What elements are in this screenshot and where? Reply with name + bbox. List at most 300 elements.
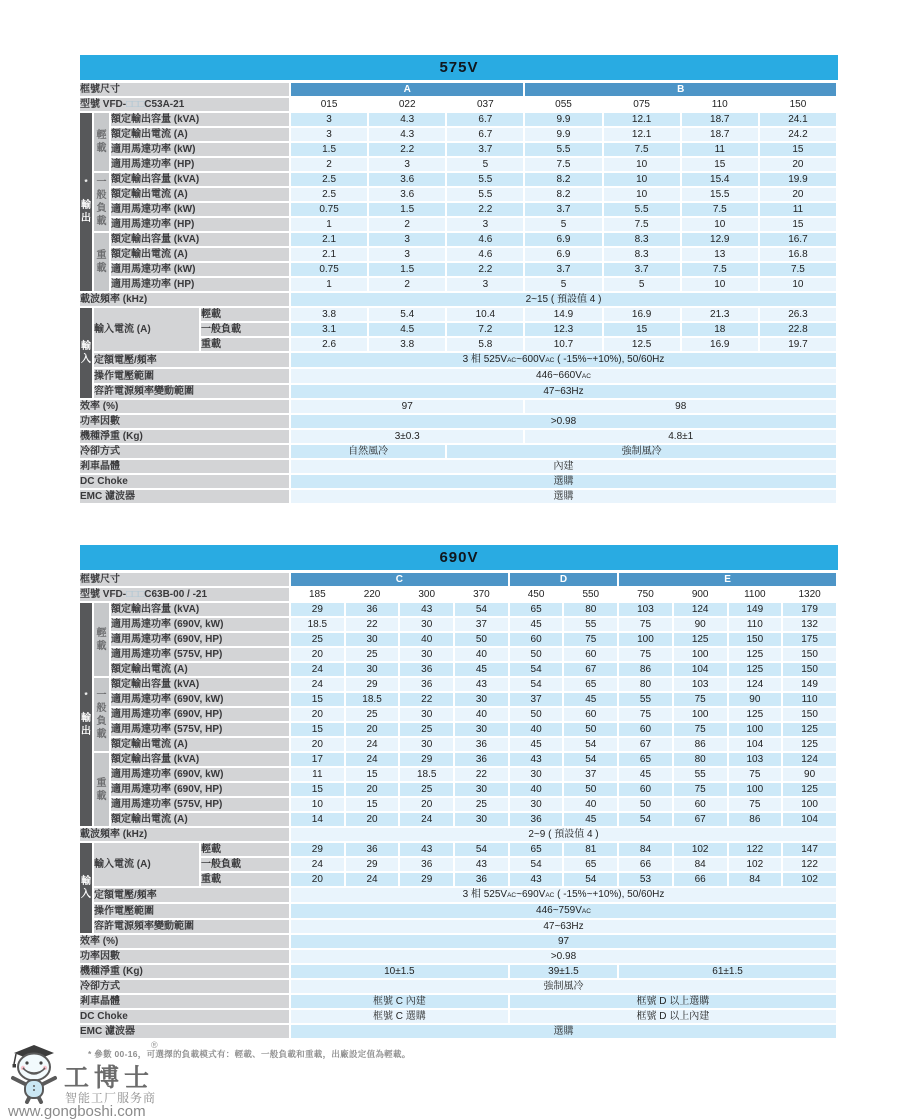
- data-cell: 75: [618, 617, 673, 632]
- load-type-label: 輕載: [200, 307, 290, 322]
- data-cell: 30: [399, 707, 454, 722]
- data-cell: 125: [782, 782, 837, 797]
- load-type-label: 一般負載: [200, 857, 290, 872]
- data-cell: 11: [759, 202, 837, 217]
- data-cell: 80: [563, 602, 618, 617]
- data-cell: 3: [446, 217, 524, 232]
- data-cell: 2: [290, 157, 368, 172]
- data-cell: 24.2: [759, 127, 837, 142]
- data-cell: 66: [673, 872, 728, 887]
- data-cell: 40: [399, 632, 454, 647]
- row-label: 冷卻方式: [80, 979, 290, 994]
- data-cell: 5.8: [446, 337, 524, 352]
- row-label: 額定輸出電流 (A): [110, 127, 290, 142]
- data-cell: 25: [345, 647, 400, 662]
- data-cell: 12.5: [603, 337, 681, 352]
- data-cell: 10±1.5: [290, 964, 509, 979]
- data-cell: 10.4: [446, 307, 524, 322]
- data-cell: 15.4: [681, 172, 759, 187]
- data-cell: 103: [673, 677, 728, 692]
- data-cell: 25: [345, 707, 400, 722]
- data-cell: 45: [454, 662, 509, 677]
- model-cell: 015: [290, 97, 368, 112]
- data-cell: 36: [454, 752, 509, 767]
- data-cell: 86: [673, 737, 728, 752]
- data-cell: 86: [728, 812, 783, 827]
- data-cell: 97: [290, 399, 524, 414]
- load-type-label: 重載: [200, 872, 290, 887]
- spec-section-575v: [80, 55, 838, 505]
- data-cell: 3: [368, 232, 446, 247]
- row-label: 定額電壓/頻率: [93, 887, 290, 903]
- model-cell: 550: [563, 587, 618, 602]
- data-cell: 15.5: [681, 187, 759, 202]
- row-label: 適用馬達功率 (HP): [110, 277, 290, 292]
- data-cell: 5: [524, 277, 602, 292]
- data-cell: 54: [509, 662, 564, 677]
- data-cell: 2.2: [446, 202, 524, 217]
- data-cell: 47~63Hz: [290, 384, 837, 399]
- row-label: 操作電壓範圍: [93, 903, 290, 919]
- data-cell: 22: [454, 767, 509, 782]
- row-label: 適用馬達功率 (690V, kW): [110, 617, 290, 632]
- data-cell: 122: [782, 857, 837, 872]
- data-cell: 18.5: [290, 617, 345, 632]
- data-cell: 26.3: [759, 307, 837, 322]
- data-cell: 100: [728, 722, 783, 737]
- data-cell: 6.7: [446, 112, 524, 127]
- data-cell: 97: [290, 934, 837, 949]
- data-cell: 54: [563, 752, 618, 767]
- model-label: 型號 VFD-□□□C63B-00 / -21: [80, 587, 290, 602]
- data-cell: 36: [454, 737, 509, 752]
- data-cell: 54: [454, 602, 509, 617]
- data-cell: 100: [782, 797, 837, 812]
- data-cell: 20: [345, 782, 400, 797]
- data-cell: 16.9: [603, 307, 681, 322]
- data-cell: 54: [563, 737, 618, 752]
- data-cell: 3.6: [368, 172, 446, 187]
- model-cell: 900: [673, 587, 728, 602]
- data-cell: 90: [673, 617, 728, 632]
- data-cell: 6.7: [446, 127, 524, 142]
- data-cell: 75: [673, 782, 728, 797]
- data-cell: 10: [681, 217, 759, 232]
- data-cell: 20: [290, 647, 345, 662]
- row-label: EMC 濾波器: [80, 1024, 290, 1039]
- data-cell: 11: [290, 767, 345, 782]
- data-cell: 1.5: [368, 262, 446, 277]
- data-cell: 150: [782, 647, 837, 662]
- data-cell: 84: [673, 857, 728, 872]
- data-cell: 90: [782, 767, 837, 782]
- data-cell: 3: [368, 157, 446, 172]
- data-cell: 5.5: [446, 187, 524, 202]
- data-cell: 25: [399, 722, 454, 737]
- data-cell: 4.6: [446, 232, 524, 247]
- load-type-label: 重載: [200, 337, 290, 352]
- data-cell: 30: [399, 647, 454, 662]
- data-cell: 124: [728, 677, 783, 692]
- data-cell: 11: [681, 142, 759, 157]
- data-cell: 24: [345, 752, 400, 767]
- data-cell: 10: [603, 187, 681, 202]
- model-cell: 110: [681, 97, 759, 112]
- data-cell: 43: [509, 872, 564, 887]
- data-cell: 10.7: [524, 337, 602, 352]
- row-label: 效率 (%): [80, 399, 290, 414]
- data-cell: 3: [368, 247, 446, 262]
- row-label: 額定輸出電流 (A): [110, 812, 290, 827]
- data-cell: 10: [290, 797, 345, 812]
- data-cell: 75: [673, 722, 728, 737]
- data-cell: 36: [399, 677, 454, 692]
- data-cell: 30: [454, 812, 509, 827]
- data-cell: 20: [345, 722, 400, 737]
- row-label: 適用馬達功率 (690V, kW): [110, 767, 290, 782]
- data-cell: 29: [399, 872, 454, 887]
- data-cell: 17: [290, 752, 345, 767]
- row-label: 容許電源頻率變動範圍: [93, 919, 290, 934]
- data-cell: 50: [618, 797, 673, 812]
- row-label: 適用馬達功率 (575V, HP): [110, 797, 290, 812]
- data-cell: 40: [563, 797, 618, 812]
- data-cell: 65: [509, 602, 564, 617]
- data-cell: 446~660VAC: [290, 368, 837, 384]
- data-cell: 5: [446, 157, 524, 172]
- data-cell: 14.9: [524, 307, 602, 322]
- data-cell: 20: [290, 872, 345, 887]
- data-cell: 50: [563, 782, 618, 797]
- data-cell: 100: [673, 647, 728, 662]
- data-cell: 36: [509, 812, 564, 827]
- frame-header: A: [290, 83, 524, 97]
- data-cell: 24: [345, 737, 400, 752]
- load-group-label: 輕 載: [93, 602, 110, 677]
- data-cell: 124: [673, 602, 728, 617]
- data-cell: 104: [728, 737, 783, 752]
- data-cell: 3 相 525VAC~690VAC ( -15%~+10%), 50/60Hz: [290, 887, 837, 903]
- data-cell: 9.9: [524, 127, 602, 142]
- model-cell: 022: [368, 97, 446, 112]
- data-cell: 2.2: [368, 142, 446, 157]
- row-label: 額定輸出容量 (kVA): [110, 677, 290, 692]
- data-cell: 30: [454, 722, 509, 737]
- data-cell: 5.5: [524, 142, 602, 157]
- registered-mark: ®: [151, 1040, 158, 1050]
- data-cell: 30: [399, 617, 454, 632]
- data-cell: 10: [603, 157, 681, 172]
- row-label: 操作電壓範圍: [93, 368, 290, 384]
- frame-size-label: 框號尺寸: [80, 573, 290, 587]
- data-cell: 60: [618, 722, 673, 737]
- data-cell: 2.2: [446, 262, 524, 277]
- row-label: DC Choke: [80, 1009, 290, 1024]
- data-cell: 1.5: [290, 142, 368, 157]
- data-cell: 4.5: [368, 322, 446, 337]
- spec-table-body-690v: [80, 573, 837, 1039]
- row-label: 剎車晶體: [80, 994, 290, 1009]
- data-cell: 選購: [290, 474, 837, 489]
- logo-tagline: 智能工厂服务商: [65, 1091, 157, 1105]
- row-label: 額定輸出容量 (kVA): [110, 172, 290, 187]
- data-cell: 2.6: [290, 337, 368, 352]
- row-label: 額定輸出電流 (A): [110, 247, 290, 262]
- data-cell: 1.5: [368, 202, 446, 217]
- data-cell: 7.5: [524, 157, 602, 172]
- data-cell: 75: [728, 797, 783, 812]
- data-cell: 36: [345, 602, 400, 617]
- data-cell: 67: [618, 737, 673, 752]
- data-cell: 80: [673, 752, 728, 767]
- data-cell: 66: [618, 857, 673, 872]
- data-cell: 37: [454, 617, 509, 632]
- data-cell: 18.7: [681, 112, 759, 127]
- data-cell: 122: [728, 842, 783, 857]
- data-cell: 10: [759, 277, 837, 292]
- data-cell: 18.5: [345, 692, 400, 707]
- data-cell: 54: [509, 677, 564, 692]
- frame-header: B: [524, 83, 837, 97]
- load-type-label: 輕載: [200, 842, 290, 857]
- data-cell: 5.5: [603, 202, 681, 217]
- data-cell: 3.7: [524, 202, 602, 217]
- data-cell: 22.8: [759, 322, 837, 337]
- data-cell: 18: [681, 322, 759, 337]
- data-cell: 10: [603, 172, 681, 187]
- data-cell: 36: [345, 842, 400, 857]
- data-cell: 43: [454, 677, 509, 692]
- model-cell: 075: [603, 97, 681, 112]
- data-cell: 12.1: [603, 127, 681, 142]
- data-cell: 150: [782, 662, 837, 677]
- data-cell: 3.7: [524, 262, 602, 277]
- row-label: 適用馬達功率 (HP): [110, 217, 290, 232]
- row-label: 適用馬達功率 (690V, kW): [110, 692, 290, 707]
- data-cell: 30: [399, 737, 454, 752]
- data-cell: 框號 D 以上內建: [509, 1009, 837, 1024]
- data-cell: 19.9: [759, 172, 837, 187]
- data-cell: 8.2: [524, 187, 602, 202]
- data-cell: 7.5: [603, 217, 681, 232]
- data-cell: 1: [290, 217, 368, 232]
- data-cell: 103: [618, 602, 673, 617]
- data-cell: 2~15 ( 預設值 4 ): [290, 292, 837, 307]
- data-cell: 29: [290, 842, 345, 857]
- input-section-band: 輸 入: [80, 842, 93, 934]
- data-cell: 40: [454, 707, 509, 722]
- row-label: 適用馬達功率 (575V, HP): [110, 647, 290, 662]
- spec-section-690v: [80, 545, 838, 1040]
- data-cell: 50: [563, 722, 618, 737]
- data-cell: 150: [728, 632, 783, 647]
- data-cell: 39±1.5: [509, 964, 618, 979]
- row-label: 額定輸出電流 (A): [110, 187, 290, 202]
- data-cell: 65: [563, 677, 618, 692]
- data-cell: 125: [673, 632, 728, 647]
- data-cell: 149: [728, 602, 783, 617]
- data-cell: 15: [603, 322, 681, 337]
- data-cell: 179: [782, 602, 837, 617]
- row-label: 額定輸出容量 (kVA): [110, 112, 290, 127]
- data-cell: 110: [782, 692, 837, 707]
- row-label: 額定輸出電流 (A): [110, 737, 290, 752]
- data-cell: 22: [345, 617, 400, 632]
- data-cell: 45: [563, 812, 618, 827]
- data-cell: 3.8: [368, 337, 446, 352]
- model-cell: 1320: [782, 587, 837, 602]
- logo-brand: 工博士: [64, 1065, 155, 1092]
- data-cell: 5: [524, 217, 602, 232]
- row-label: 容許電源頻率變動範圍: [93, 384, 290, 399]
- logo-url: www.gongboshi.com: [8, 1103, 146, 1120]
- data-cell: 0.75: [290, 262, 368, 277]
- data-cell: 3: [290, 127, 368, 142]
- data-cell: 16.9: [681, 337, 759, 352]
- data-cell: 75: [673, 692, 728, 707]
- data-cell: 55: [563, 617, 618, 632]
- frame-header: C: [290, 573, 509, 587]
- data-cell: 15: [345, 797, 400, 812]
- data-cell: 43: [454, 857, 509, 872]
- data-cell: >0.98: [290, 414, 837, 429]
- data-cell: 7.2: [446, 322, 524, 337]
- spec-table-575v: [80, 83, 838, 505]
- data-cell: 12.3: [524, 322, 602, 337]
- data-cell: 3.7: [603, 262, 681, 277]
- row-label: 輸入電流 (A): [93, 307, 200, 352]
- data-cell: 24: [290, 677, 345, 692]
- data-cell: 446~759VAC: [290, 903, 837, 919]
- row-label: 適用馬達功率 (690V, HP): [110, 782, 290, 797]
- data-cell: 100: [618, 632, 673, 647]
- data-cell: 55: [673, 767, 728, 782]
- model-label: 型號 VFD-□□□C53A-21: [80, 97, 290, 112]
- data-cell: 54: [618, 812, 673, 827]
- data-cell: 5: [603, 277, 681, 292]
- data-cell: 47~63Hz: [290, 919, 837, 934]
- data-cell: 4.3: [368, 127, 446, 142]
- data-cell: 15: [290, 692, 345, 707]
- data-cell: 24.1: [759, 112, 837, 127]
- data-cell: 45: [509, 617, 564, 632]
- data-cell: 54: [509, 857, 564, 872]
- data-cell: 3.6: [368, 187, 446, 202]
- data-cell: 86: [618, 662, 673, 677]
- data-cell: 75: [618, 707, 673, 722]
- row-label: 適用馬達功率 (575V, HP): [110, 722, 290, 737]
- data-cell: 50: [454, 632, 509, 647]
- row-label: 適用馬達功率 (HP): [110, 157, 290, 172]
- data-cell: 45: [618, 767, 673, 782]
- data-cell: 67: [673, 812, 728, 827]
- data-cell: 65: [563, 857, 618, 872]
- row-label: 功率因數: [80, 414, 290, 429]
- data-cell: 3.1: [290, 322, 368, 337]
- data-cell: 3.7: [446, 142, 524, 157]
- spec-table-body-575v: [80, 83, 837, 504]
- data-cell: 125: [728, 707, 783, 722]
- data-cell: 16.7: [759, 232, 837, 247]
- data-cell: 20: [290, 737, 345, 752]
- data-cell: 60: [563, 647, 618, 662]
- data-cell: 18.7: [681, 127, 759, 142]
- row-label: 適用馬達功率 (690V, HP): [110, 632, 290, 647]
- data-cell: 60: [563, 707, 618, 722]
- data-cell: 20: [345, 812, 400, 827]
- row-label: 輸入電流 (A): [93, 842, 200, 887]
- data-cell: 45: [509, 737, 564, 752]
- data-cell: 18.5: [399, 767, 454, 782]
- data-cell: 5.4: [368, 307, 446, 322]
- data-cell: 54: [563, 872, 618, 887]
- data-cell: 150: [782, 707, 837, 722]
- data-cell: 36: [399, 662, 454, 677]
- data-cell: 149: [782, 677, 837, 692]
- data-cell: 6.9: [524, 232, 602, 247]
- row-label: DC Choke: [80, 474, 290, 489]
- data-cell: 19.7: [759, 337, 837, 352]
- data-cell: 選購: [290, 489, 837, 504]
- data-cell: 30: [509, 767, 564, 782]
- data-cell: 20: [759, 157, 837, 172]
- data-cell: 20: [399, 797, 454, 812]
- data-cell: 30: [345, 632, 400, 647]
- data-cell: 15: [759, 217, 837, 232]
- load-group-label: 重 載: [93, 752, 110, 827]
- data-cell: 36: [454, 872, 509, 887]
- data-cell: 60: [673, 797, 728, 812]
- model-cell: 300: [399, 587, 454, 602]
- data-cell: 15: [290, 722, 345, 737]
- model-cell: 370: [454, 587, 509, 602]
- model-cell: 185: [290, 587, 345, 602]
- data-cell: 4.8±1: [524, 429, 837, 444]
- data-cell: 6.9: [524, 247, 602, 262]
- data-cell: 24: [290, 857, 345, 872]
- row-label: 額定輸出容量 (kVA): [110, 232, 290, 247]
- data-cell: 30: [454, 692, 509, 707]
- data-cell: 30: [345, 662, 400, 677]
- data-cell: 3.8: [290, 307, 368, 322]
- data-cell: 65: [509, 842, 564, 857]
- data-cell: 103: [728, 752, 783, 767]
- data-cell: 3: [290, 112, 368, 127]
- data-cell: 43: [399, 842, 454, 857]
- data-cell: 30: [509, 797, 564, 812]
- data-cell: 框號 D 以上選購: [509, 994, 837, 1009]
- row-label: 額定輸出容量 (kVA): [110, 602, 290, 617]
- data-cell: 25: [290, 632, 345, 647]
- data-cell: 29: [345, 677, 400, 692]
- data-cell: 8.3: [603, 232, 681, 247]
- frame-header: D: [509, 573, 618, 587]
- load-group-label: 重 載: [93, 232, 110, 292]
- data-cell: 90: [728, 692, 783, 707]
- data-cell: 22: [399, 692, 454, 707]
- data-cell: 36: [399, 857, 454, 872]
- row-label: 適用馬達功率 (kW): [110, 202, 290, 217]
- row-label: 定額電壓/頻率: [93, 352, 290, 368]
- data-cell: 10: [681, 277, 759, 292]
- data-cell: 54: [454, 842, 509, 857]
- data-cell: 175: [782, 632, 837, 647]
- data-cell: 29: [290, 602, 345, 617]
- data-cell: 60: [618, 782, 673, 797]
- data-cell: 25: [399, 782, 454, 797]
- data-cell: 1: [290, 277, 368, 292]
- data-cell: 2.5: [290, 172, 368, 187]
